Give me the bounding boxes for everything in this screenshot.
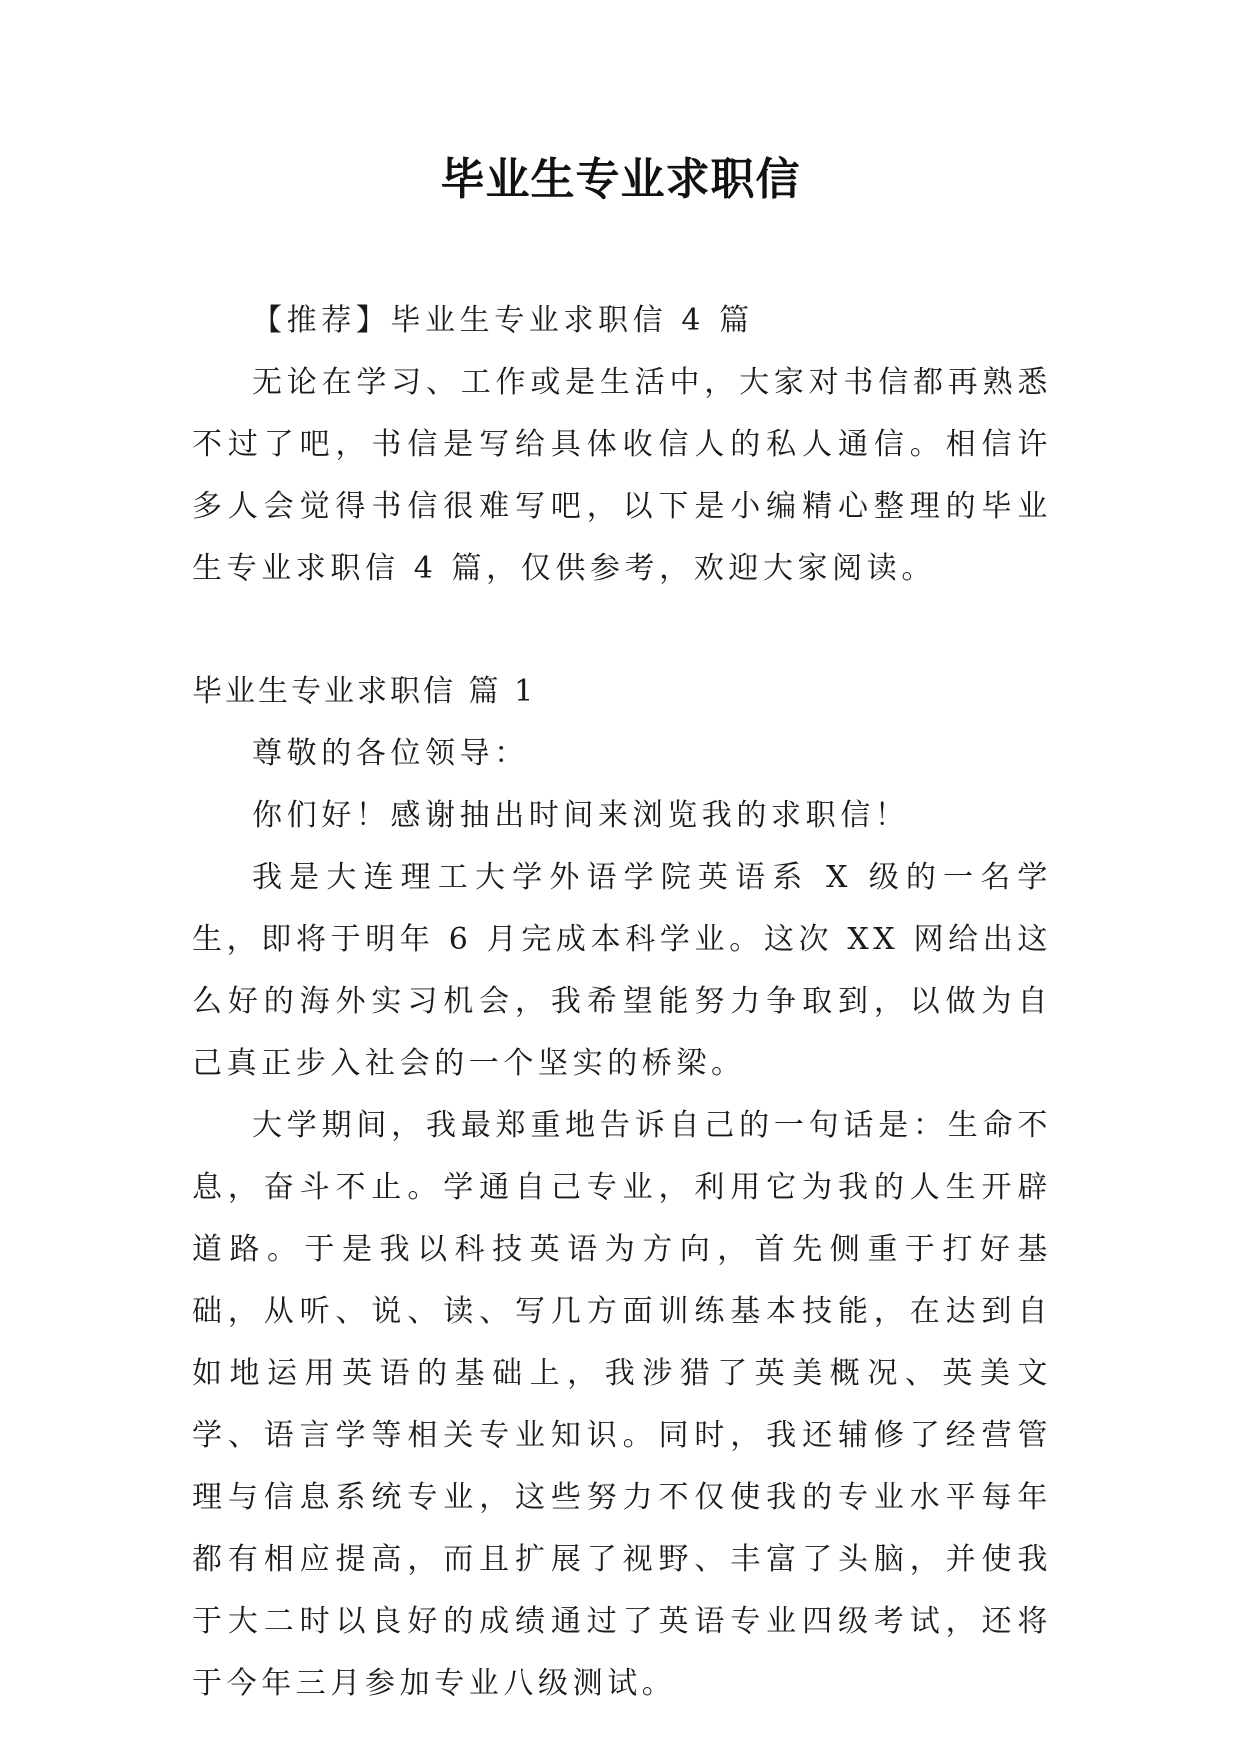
document-title: 毕业生专业求职信	[440, 154, 801, 205]
recommend-line: 【推荐】毕业生专业求职信 4 篇	[252, 303, 754, 338]
greeting: 你们好！感谢抽出时间来浏览我的求职信！	[252, 798, 910, 833]
section-heading: 毕业生专业求职信 篇 1	[192, 674, 537, 709]
intro-paragraph: 无论在学习、工作或是生活中，大家对书信都再熟悉不过了吧，书信是写给具体收信人的私人通信。相信许多人会觉得书信很难写吧，以下是小编精心整理的毕业生专业求职信 4 篇，仅供参考，欢迎大家阅读。	[192, 365, 1052, 586]
body-paragraph-2: 大学期间，我最郑重地告诉自己的一句话是：生命不息，奋斗不止。学通自己专业，利用它为我的人生开辟道路。于是我以科技英语为方向，首先侧重于打好基础，从听、说、读、写几方面训练基本技能，在达到自如地运用英语的基础上，我涉猎了英美概况、英美文学、语言学等相关专业知识。同时，我还辅修了经营管理与信息系统专业，这些努力不仅使我的专业水平每年都有相应提高，而且扩展了视野、丰富了头脑，并使我于大二时以良好的成绩通过了英语专业四级考试，还将于今年三月参加专业八级测试。	[192, 1108, 1052, 1701]
salutation: 尊敬的各位领导：	[252, 736, 529, 771]
document-body	[192, 290, 1052, 1715]
body-paragraph-1: 我是大连理工大学外语学院英语系 X 级的一名学生，即将于明年 6 月完成本科学业。这次 XX 网给出这么好的海外实习机会，我希望能努力争取到，以做为自己真正步入社会的一个坚实的桥梁。	[192, 860, 1052, 1081]
